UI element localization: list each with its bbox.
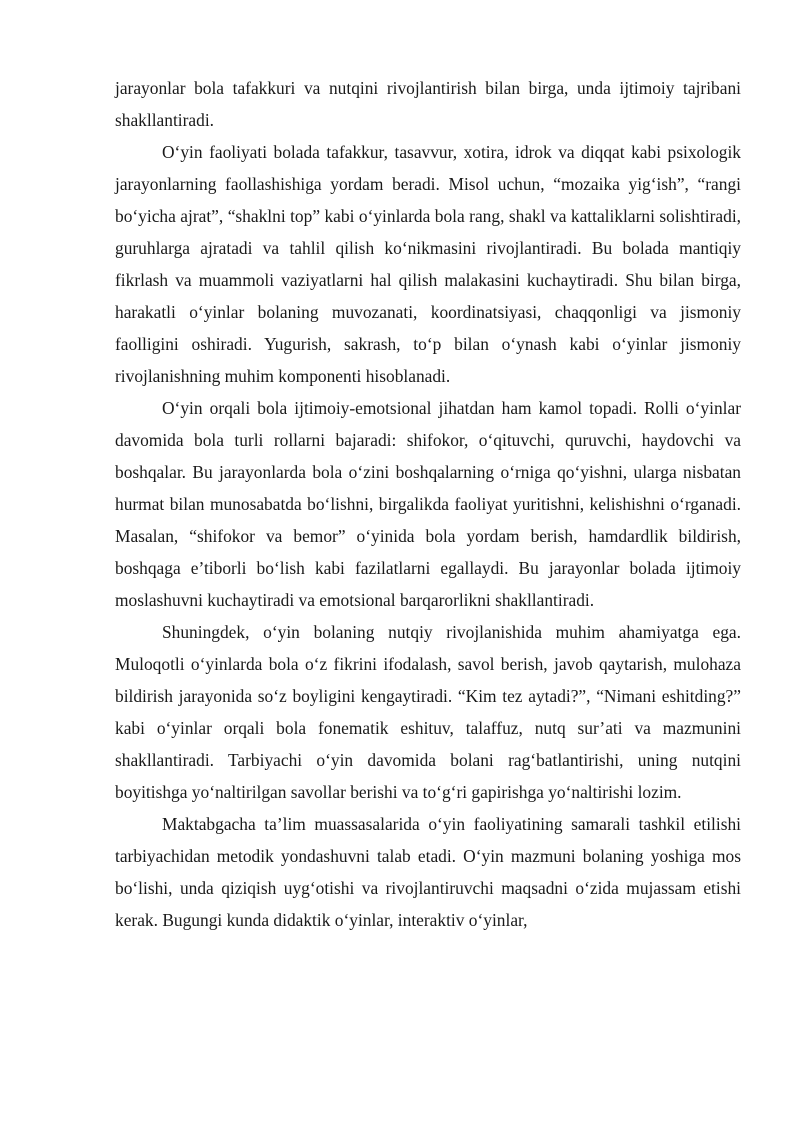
paragraph-preschool-organization: Maktabgacha ta’lim muassasalarida o‘yin faoliyatining samarali tashkil etilishi tarbiyachidan metodik yondashuvni talab etadi. O‘yin mazmuni bolaning yoshiga mos bo‘lishi, unda qiziqish uyg‘otishi va rivojlantiruvchi maqsadni o‘zida mujassam etishi kerak. Bugungi kunda didaktik o‘yinlar, interaktiv o‘yinlar, <box>115 814 741 930</box>
paragraph-speech-development: Shuningdek, o‘yin bolaning nutqiy rivojlanishida muhim ahamiyatga ega. Muloqotli o‘yinlarda bola o‘z fikrini ifodalash, savol berish, javob qaytarish, mulohaza bildirish jarayonida so‘z boyligini kengaytiradi. “Kim tez aytadi?”, “Nimani eshitding?” kabi o‘yinlar orqali bola fonematik eshituv, talaffuz, nutq sur’ati va mazmunini shakllantiradi. Tarbiyachi o‘yin davomida bolani rag‘batlantirishi, uning nutqini boyitishga yo‘naltirilgan savollar berishi va to‘g‘ri gapirishga yo‘naltirishi lozim. <box>115 622 741 802</box>
body-text <box>115 72 741 936</box>
paragraph-continuation: jarayonlar bola tafakkuri va nutqini rivojlantirish bilan birga, unda ijtimoiy tajribani shakllantiradi. <box>115 78 741 130</box>
paragraph-social-emotional: O‘yin orqali bola ijtimoiy-emotsional jihatdan ham kamol topadi. Rolli o‘yinlar davomida bola turli rollarni bajaradi: shifokor, o‘qituvchi, quruvchi, haydovchi va boshqalar. Bu jarayonlarda bola o‘zini boshqalarning o‘rniga qo‘yishni, ularga nisbatan hurmat bilan munosabatda bo‘lishni, birgalikda faoliyat yuritishni, kelishishni o‘rganadi. Masalan, “shifokor va bemor” o‘yinida bola yordam berish, hamdardlik bildirish, boshqaga e’tiborli bo‘lish kabi fazilatlarni egallaydi. Bu jarayonlar bolada ijtimoiy moslashuvni kuchaytiradi va emotsional barqarorlikni shakllantiradi. <box>115 398 741 610</box>
paragraph-cognitive-development: O‘yin faoliyati bolada tafakkur, tasavvur, xotira, idrok va diqqat kabi psixologik jarayonlarning faollashishiga yordam beradi. Misol uchun, “mozaika yig‘ish”, “rangi bo‘yicha ajrat”, “shaklni top” kabi o‘yinlarda bola rang, shakl va kattaliklarni solishtiradi, guruhlarga ajratadi va tahlil qilish ko‘nikmasini rivojlantiradi. Bu bolada mantiqiy fikrlash va muammoli vaziyatlarni hal qilish malakasini kuchaytiradi. Shu bilan birga, harakatli o‘yinlar bolaning muvozanati, koordinatsiyasi, chaqqonligi va jismoniy faolligini oshiradi. Yugurish, sakrash, to‘p bilan o‘ynash kabi o‘yinlar jismoniy rivojlanishning muhim komponenti hisoblanadi. <box>115 142 741 386</box>
